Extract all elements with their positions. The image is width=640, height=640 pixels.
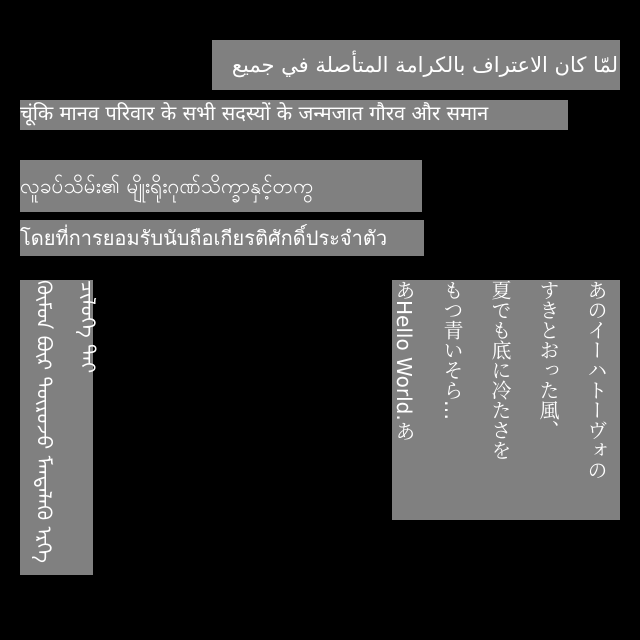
arabic-text-block: لمّا كان الاعتراف بالكرامة المتأصلة في جميع [212, 40, 620, 90]
japanese-line-3: 夏でも底に冷たさを [488, 280, 512, 460]
japanese-line-1: あのイーハトーヴォの [584, 280, 608, 480]
japanese-line-2: すきとおった風、 [536, 280, 560, 440]
japanese-line-5: あHello World.あ [392, 280, 416, 441]
hindi-text-block: चूंकि मानव परिवार के सभी सदस्यों के जन्मजात गौरव और समान [20, 100, 568, 130]
thai-text-block: โดยที่การยอมรับนับถือเกียรติศักดิ์ประจำตัว [20, 220, 424, 256]
japanese-vertical-text-block [392, 280, 620, 520]
japanese-line-4: もつ青いそら… [440, 280, 464, 420]
mongolian-vertical-text-block: ᠬᠦᠮᠦᠨ ᠪᠦᠷ ᠲᠥᠷᠥᠵᠦ ᠮᠡᠨᠳᠡᠯᠡᠬᠦ ᠡᠷᠬᠡ ᠴᠢᠯᠥᠭᠡ ᠲᠡᠢ [20, 280, 93, 575]
myanmar-text-block: လူခပ်သိမ်း၏ မျိုးရိုးဂုဏ်သိက္ခာနှင့်တကွ [20, 160, 422, 212]
